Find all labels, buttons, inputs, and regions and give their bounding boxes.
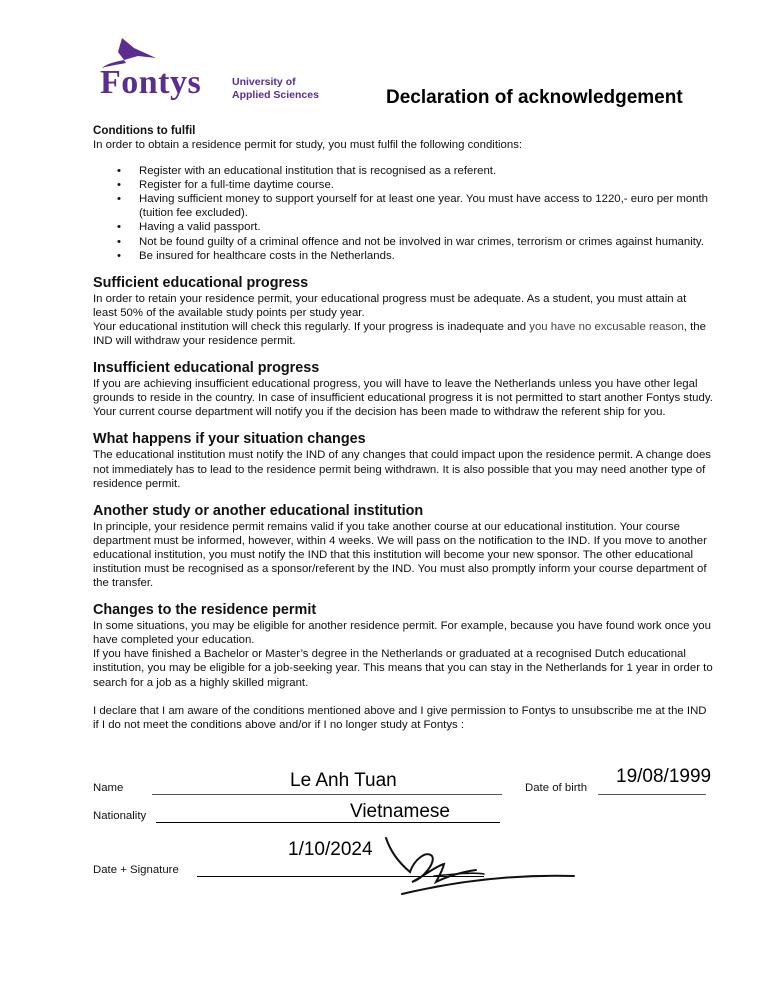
paragraph: In some situations, you may be eligible for another residence permit. For example, because you have found work once you have completed your education. (93, 620, 711, 647)
nationality-field[interactable]: Vietnamese (350, 801, 450, 822)
section-heading: Insufficient educational progress (93, 360, 320, 377)
date-signature-label: Date + Signature (93, 864, 179, 876)
paragraph: If you have finished a Bachelor or Master’s degree in the Netherlands or graduated at a recognised Dutch educational institution, you may be eligible for a job-seeking year. This means that you can stay in the Netherlands for 1 year in order to search for a job as a highly skilled migrant. (93, 648, 713, 689)
logo-wordmark: Fontys (100, 64, 202, 101)
conditions-list (93, 164, 713, 263)
paragraph: In principle, your residence permit remains valid if you take another course at our educational institution. Your course department must be informed, however, within 4 weeks. We will pass on the notification to the IND. If you move to another educational institution, you must notify the IND that this institution will become your new sponsor. The other educational institution must be recognised as a sponsor/referent by the IND. You must also promptly inform your course department of the transfer. (93, 520, 707, 590)
section-heading: Changes to the residence permit (93, 602, 317, 619)
name-field[interactable]: Le Anh Tuan (290, 770, 397, 791)
paragraph: The educational institution must notify the IND of any changes that could impact upon the residence permit. A change does not immediately has to lead to the residence permit being withdrawn. It is also possible that you may need another type of residence permit. (93, 449, 711, 490)
list-item: • Register for a full-time daytime course. (139, 178, 713, 192)
name-label: Name (93, 782, 124, 794)
paragraph: If you are achieving insufficient educational progress, you will have to leave the Netherlands unless you have other legal grounds to reside in the country. In case of insufficient educational progress it is not permitted to start another Fontys study. Your current course department will notify you if the decision has been made to withdraw the referent ship for you. (93, 378, 713, 419)
conditions-intro: In order to obtain a residence permit for study, you must fulfil the following conditions: (93, 139, 523, 151)
situation-changes-section (93, 431, 713, 490)
paragraph: Your educational institution will check this regularly. If your progress is inadequate and you have no excusable reason, the IND will withdraw your residence permit. (93, 320, 706, 348)
list-item: • Having a valid passport. (139, 220, 713, 234)
list-item: • Having sufficient money to support yourself for at least one year. You must have access to 1220,- euro per month (tuition fee excluded). (139, 192, 713, 220)
section-heading: Another study or another educational institution (93, 502, 424, 519)
signature (384, 836, 584, 900)
fontys-logo (92, 34, 342, 114)
list-item: • Not be found guilty of a criminal offence and not be involved in war crimes, terrorism or crimes against humanity. (139, 235, 713, 249)
list-item: • Be insured for healthcare costs in the Netherlands. (139, 249, 713, 263)
section-heading: What happens if your situation changes (93, 431, 366, 448)
document-body (93, 124, 713, 732)
dob-line (598, 794, 706, 795)
declaration-text: I declare that I am aware of the conditions mentioned above and I give permission to Fontys to unsubscribe me at the IND if I do not meet the conditions above and/or if I no longer study at Fontys : (93, 704, 707, 731)
dob-label: Date of birth (525, 782, 588, 794)
insufficient-section (93, 360, 713, 419)
dob-field[interactable]: 19/08/1999 (616, 766, 712, 787)
paragraph: In order to retain your residence permit, your educational progress must be adequate. As a student, you must attain at least 50% of the available study points per study year. (93, 292, 687, 319)
logo-subtitle: University of Applied Sciences (232, 76, 319, 101)
permit-changes-section (93, 602, 713, 689)
name-line (152, 794, 502, 795)
sufficient-section (93, 275, 713, 348)
conditions-heading: Conditions to fulfil (93, 124, 196, 137)
date-field[interactable]: 1/10/2024 (288, 839, 373, 860)
section-heading: Sufficient educational progress (93, 274, 309, 291)
page-title: Declaration of acknowledgement (386, 87, 683, 108)
list-item: • Register with an educational institution that is recognised as a referent. (139, 164, 713, 178)
nationality-label: Nationality (93, 810, 147, 822)
another-study-section (93, 503, 713, 590)
